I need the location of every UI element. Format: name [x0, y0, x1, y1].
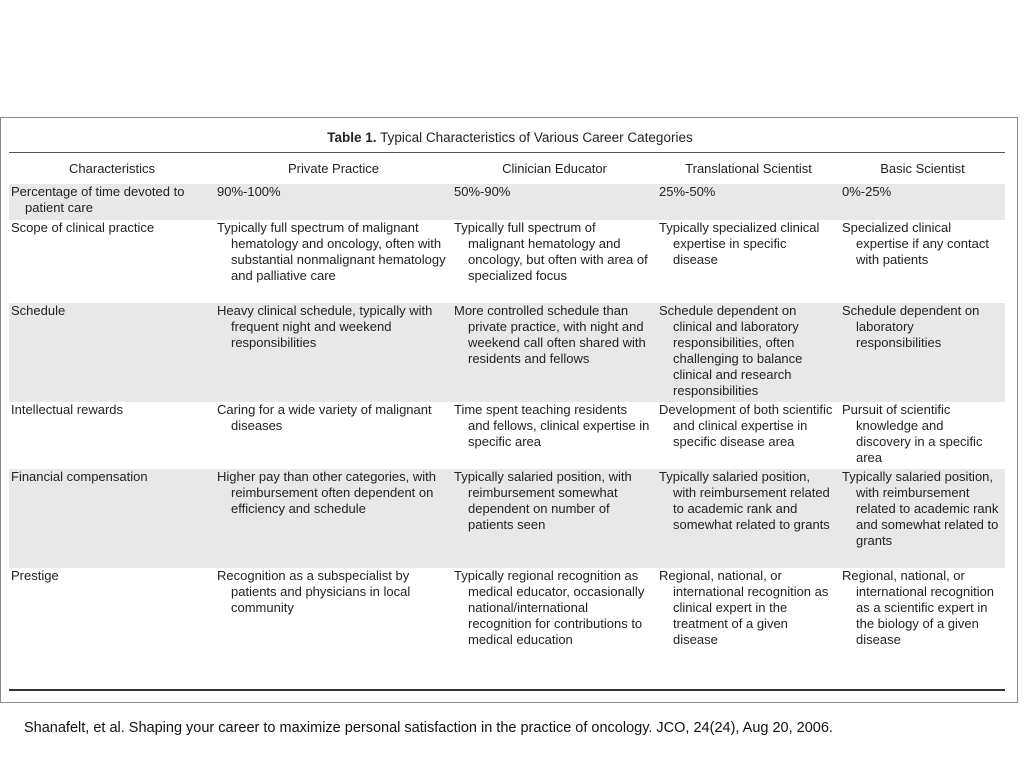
table-row — [9, 402, 1005, 469]
table-cell — [657, 469, 840, 568]
cell-text: Typically salaried position, with reimbursement related to academic rank and somewhat related to grants — [842, 469, 999, 548]
table-header-row — [9, 153, 1005, 184]
cell-text: Percentage of time devoted to patient care — [11, 184, 185, 215]
table-cell — [9, 469, 215, 568]
table-cell — [657, 220, 840, 303]
cell-text: Typically regional recognition as medical educator, occasionally national/international recognition for contributions to medical education — [454, 568, 645, 647]
column-header: Translational Scientist — [685, 160, 812, 176]
footer-citation: Shanafelt, et al. Shaping your career to maximize personal satisfaction in the practice of oncology. JCO, 24(24), Aug 20, 2006. — [24, 720, 833, 736]
table-cell — [452, 469, 657, 568]
column-header: Characteristics — [69, 160, 155, 176]
column-header: Basic Scientist — [880, 160, 965, 176]
table-row — [9, 184, 1005, 220]
table-cell — [215, 303, 452, 402]
cell-text: Typically specialized clinical expertise in specific disease — [659, 220, 820, 267]
column-header: Private Practice — [287, 160, 380, 176]
cell-text: Prestige — [11, 568, 59, 583]
cell-text: Typically salaried position, with reimbursement related to academic rank and somewhat related to grants — [659, 469, 830, 532]
cell-text: Regional, national, or international recognition as clinical expert in the treatment of a given disease — [659, 568, 829, 647]
cell-text: Development of both scientific and clinical expertise in specific disease area — [659, 402, 833, 449]
cell-text: Recognition as a subspecialist by patients and physicians in local community — [217, 568, 411, 615]
table-row — [9, 303, 1005, 402]
table-cell — [9, 303, 215, 402]
cell-text: Typically full spectrum of malignant hematology and oncology, often with substantial nonmalignant hematology and palliative care — [217, 220, 446, 283]
table-cell — [840, 184, 1005, 220]
table-caption — [1, 130, 1019, 145]
table-caption-text: Typical Characteristics of Various Career Categories — [380, 130, 693, 145]
cell-text: Specialized clinical expertise if any contact with patients — [842, 220, 989, 267]
table-cell — [452, 220, 657, 303]
table-row — [9, 469, 1005, 568]
cell-text: Regional, national, or international recognition as a scientific expert in the biology of a given disease — [842, 568, 995, 647]
table-caption-label: Table 1. — [327, 130, 377, 145]
column-header: Clinician Educator — [502, 160, 607, 176]
cell-text: 0%-25% — [842, 184, 892, 199]
cell-text: 50%-90% — [454, 184, 511, 199]
cell-text: 25%-50% — [659, 184, 716, 199]
table-cell — [657, 303, 840, 402]
table-cell — [657, 184, 840, 220]
cell-text: 90%-100% — [217, 184, 281, 199]
cell-text: Time spent teaching residents and fellows, clinical expertise in specific area — [454, 402, 650, 449]
cell-text: More controlled schedule than private practice, with night and weekend call often shared with residents and fellows — [454, 303, 646, 366]
cell-text: Schedule dependent on laboratory responsibilities — [842, 303, 980, 350]
cell-text: Higher pay than other categories, with reimbursement often dependent on efficiency and schedule — [217, 469, 436, 516]
table-cell — [657, 402, 840, 469]
career-table — [9, 153, 1005, 686]
table-cell — [215, 220, 452, 303]
cell-text: Heavy clinical schedule, typically with frequent night and weekend responsibilities — [217, 303, 433, 350]
cell-text: Typically salaried position, with reimbursement somewhat dependent on number of patients seen — [454, 469, 632, 532]
table-row — [9, 220, 1005, 303]
table-cell — [452, 184, 657, 220]
table-cell — [840, 303, 1005, 402]
table-cell — [215, 568, 452, 686]
cell-text: Intellectual rewards — [11, 402, 123, 417]
table-cell — [215, 469, 452, 568]
table-cell — [452, 402, 657, 469]
cell-text: Scope of clinical practice — [11, 220, 155, 235]
cell-text: Schedule — [11, 303, 66, 318]
table-cell — [9, 184, 215, 220]
cell-text: Pursuit of scientific knowledge and discovery in a specific area — [842, 402, 983, 465]
table-cell — [452, 303, 657, 402]
table-cell — [840, 469, 1005, 568]
table-cell — [9, 402, 215, 469]
table-frame — [0, 117, 1018, 703]
cell-text: Typically full spectrum of malignant hematology and oncology, but often with area of specialized focus — [454, 220, 648, 283]
cell-text: Schedule dependent on clinical and laboratory responsibilities, often challenging to balance clinical and research responsibilities — [659, 303, 803, 398]
table-cell — [215, 402, 452, 469]
table-cell — [215, 184, 452, 220]
table-cell — [840, 402, 1005, 469]
table-cell — [840, 568, 1005, 686]
table-cell — [840, 220, 1005, 303]
table-cell — [452, 568, 657, 686]
table-cell — [657, 568, 840, 686]
table-row — [9, 568, 1005, 686]
table-cell — [9, 220, 215, 303]
table-cell — [9, 568, 215, 686]
cell-text: Caring for a wide variety of malignant diseases — [217, 402, 432, 433]
table-bottom-rule — [9, 689, 1005, 691]
cell-text: Financial compensation — [11, 469, 148, 484]
